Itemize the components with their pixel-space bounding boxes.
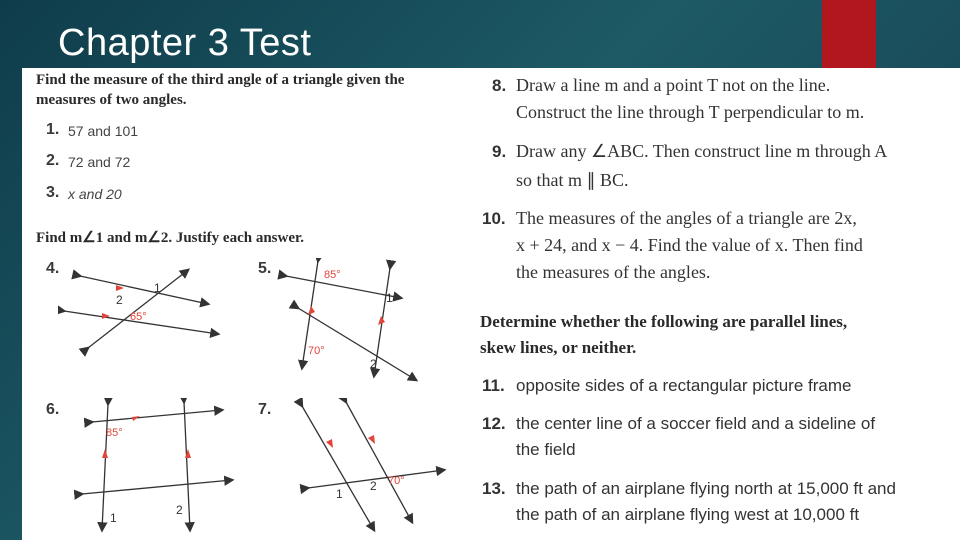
worksheet-image: [22, 68, 960, 540]
figure-number: 7.: [258, 401, 272, 418]
item-number: 13.: [482, 479, 506, 498]
angle-label: 1: [386, 291, 393, 305]
angle-label: 70°: [388, 475, 405, 487]
problem-text-line: Draw a line m and a point T not on the line.: [516, 75, 831, 95]
problem-text: x and 20: [68, 186, 122, 202]
item-number: 11.: [482, 376, 505, 395]
problem-text-line: the measures of the angles.: [516, 262, 711, 282]
item-text-line: the path of an airplane flying west at 10,000 ft: [516, 505, 860, 524]
figure-number: 5.: [258, 260, 272, 277]
problem-text-line: Draw any ∠ABC. Then construct line m through A: [516, 141, 888, 161]
item-text-line: the path of an airplane flying north at 15,000 ft and: [516, 479, 896, 498]
problem-text-line: so that m ∥ BC.: [516, 170, 629, 190]
item-number: 12.: [482, 414, 506, 433]
problem-number: 2.: [46, 152, 60, 169]
angle-label: 1: [110, 511, 117, 525]
problem-text-line: The measures of the angles of a triangle are 2x,: [516, 208, 857, 228]
problem-text: 72 and 72: [68, 154, 131, 170]
item-text-line: the field: [516, 440, 576, 459]
angle-label: 1: [336, 487, 343, 501]
section3-heading-line2: skew lines, or neither.: [480, 338, 637, 357]
problem-number: 10.: [482, 209, 506, 228]
problem-text-line: Construct the line through T perpendicular to m.: [516, 102, 865, 122]
figure-5-diagram: [276, 258, 456, 388]
figure-7-diagram: [284, 398, 464, 538]
angle-label: 70°: [308, 345, 325, 357]
accent-tab: [822, 0, 876, 70]
angle-label: 1: [154, 281, 161, 295]
angle-label: 85°: [106, 427, 123, 439]
angle-label: 2: [370, 357, 377, 371]
figure-number: 4.: [46, 260, 60, 277]
problem-number: 9.: [492, 142, 507, 161]
problem-text-line: x + 24, and x − 4. Find the value of x. Then find: [516, 235, 863, 255]
item-text-line: opposite sides of a rectangular picture frame: [516, 376, 852, 395]
figure-6-diagram: [72, 398, 252, 538]
angle-label: 65°: [130, 311, 147, 323]
angle-label: 85°: [324, 269, 341, 281]
angle-label: 2: [116, 293, 123, 307]
angle-label: 2: [176, 503, 183, 517]
problem-number: 3.: [46, 184, 60, 201]
figure-4-diagram: [58, 256, 238, 366]
item-text-line: the center line of a soccer field and a sideline of: [516, 414, 876, 433]
section3-heading-line1: Determine whether the following are parallel lines,: [480, 312, 848, 331]
section1-heading: Find the measure of the third angle of a triangle given the measures of two angles.: [36, 72, 405, 108]
problem-number: 8.: [492, 76, 507, 95]
problem-number: 1.: [46, 121, 60, 138]
figure-number: 6.: [46, 401, 60, 418]
angle-label: 2: [370, 479, 377, 493]
problem-text: 57 and 101: [68, 123, 139, 139]
section2-heading: Find m∠1 and m∠2. Justify each answer.: [36, 230, 305, 246]
slide-title: Chapter 3 Test: [58, 22, 312, 64]
